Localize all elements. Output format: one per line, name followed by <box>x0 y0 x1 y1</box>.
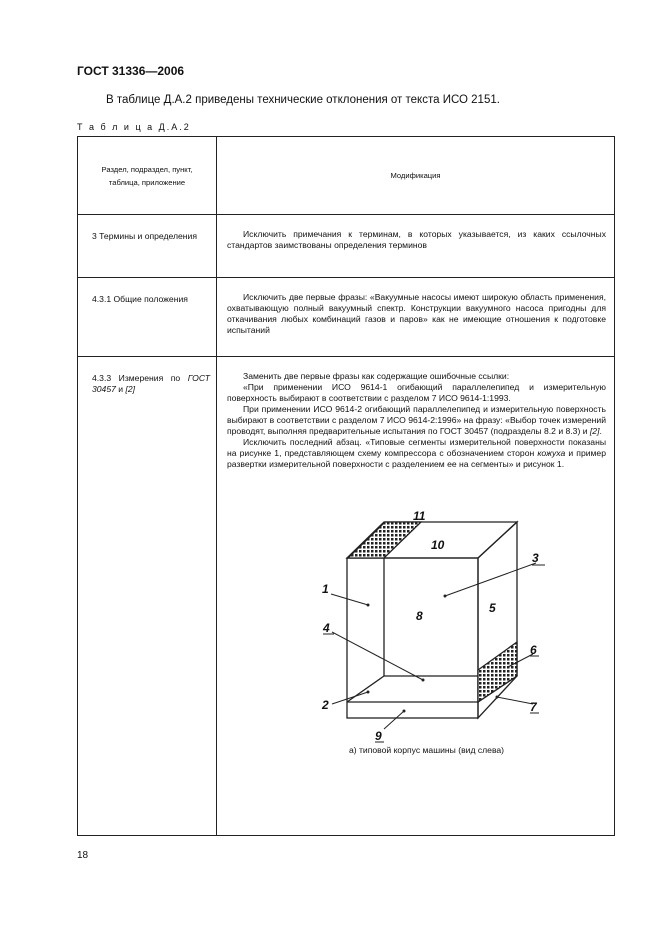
label-4: 4 <box>323 621 330 635</box>
label-6: 6 <box>530 643 537 657</box>
leader-lines <box>331 563 536 729</box>
table-header-row <box>78 137 615 215</box>
label-2: 2 <box>322 698 329 712</box>
modification-paragraph: Исключить последний абзац. «Типовые сегменты измерительной поверхности показаны на рисунке 1, представляющем схему компрессора с обозначением сторон кожуха и пример развертки измерительной поверхности с разделением ее на сегменты» и рисунок 1. <box>227 437 606 469</box>
intro-text: В таблице Д.А.2 приведены технические отклонения от текста ИСО 2151. <box>106 94 500 106</box>
label-3: 3 <box>532 551 539 565</box>
modification-paragraph: «При применении ИСО 9614-1 огибающий параллелепипед и измерительную поверхность выбирают в соответствии с разделом 7 ИСО 9614-1:1993. <box>227 382 606 403</box>
row-modification: Исключить примечания к терминам, в которых указывается, из каких ссылочных стандартов заимствованы определения терминов <box>227 229 606 250</box>
label-11: 11 <box>413 509 426 523</box>
base-line <box>347 676 384 702</box>
machine-housing-figure <box>227 474 626 794</box>
page-number: 18 <box>77 850 89 861</box>
label-9: 9 <box>375 729 382 743</box>
section-and: и <box>115 384 126 394</box>
section-text: 4.3.3 Измерения по <box>92 373 181 383</box>
modifications-table <box>77 136 615 836</box>
hatched-segment-side <box>478 642 517 702</box>
row-section <box>78 357 216 395</box>
table-row <box>78 357 615 836</box>
table-row <box>78 278 615 357</box>
header-section <box>78 137 217 215</box>
header-modification: Модификация <box>217 137 615 215</box>
label-1: 1 <box>322 582 329 596</box>
header-section-text: Раздел, подраздел, пункт, таблица, приложение <box>101 164 193 187</box>
row-section: 4.3.1 Общие положения <box>92 294 188 304</box>
figure-caption: а) типовой корпус машины (вид слева) <box>348 745 505 755</box>
housing-front-face <box>347 558 478 718</box>
section-ref-2: [2] <box>125 384 136 394</box>
label-10: 10 <box>431 538 445 552</box>
label-7: 7 <box>530 700 537 714</box>
document-code: ГОСТ 31336—2006 <box>77 64 185 78</box>
label-8: 8 <box>416 609 423 623</box>
table-row <box>78 215 615 278</box>
table-label: Т а б л и ц а Д.А.2 <box>77 122 191 132</box>
modification-paragraph: При применении ИСО 9614-2 огибающий параллелепипед и измерительную поверхность выбирают в соответствии с разделом 7 ИСО 9614-2:1996» на фразу: «Выбор точек измерений проводят, выполняя предварительные испытания по ГОСТ 30457 (подразделы 8.2 и 8.3) и [2]. <box>227 404 606 436</box>
modification-paragraph: Заменить две первые фразы как содержащие ошибочные ссылки: <box>243 371 510 381</box>
label-5: 5 <box>489 601 496 615</box>
row-modification: Исключить две первые фразы: «Вакуумные насосы имеют широкую область применения, охватывающую полный вакуумный спектр. Конструкции вакуумного насоса пригодны для откачивания любых комбинаций газов и паров» как не имеющие отношения к подготовке испытаний <box>227 292 606 335</box>
section-ref-gost: ГОСТ 30457 <box>92 373 210 394</box>
row-section: 3 Термины и определения <box>92 231 198 241</box>
row-modification <box>217 357 614 794</box>
